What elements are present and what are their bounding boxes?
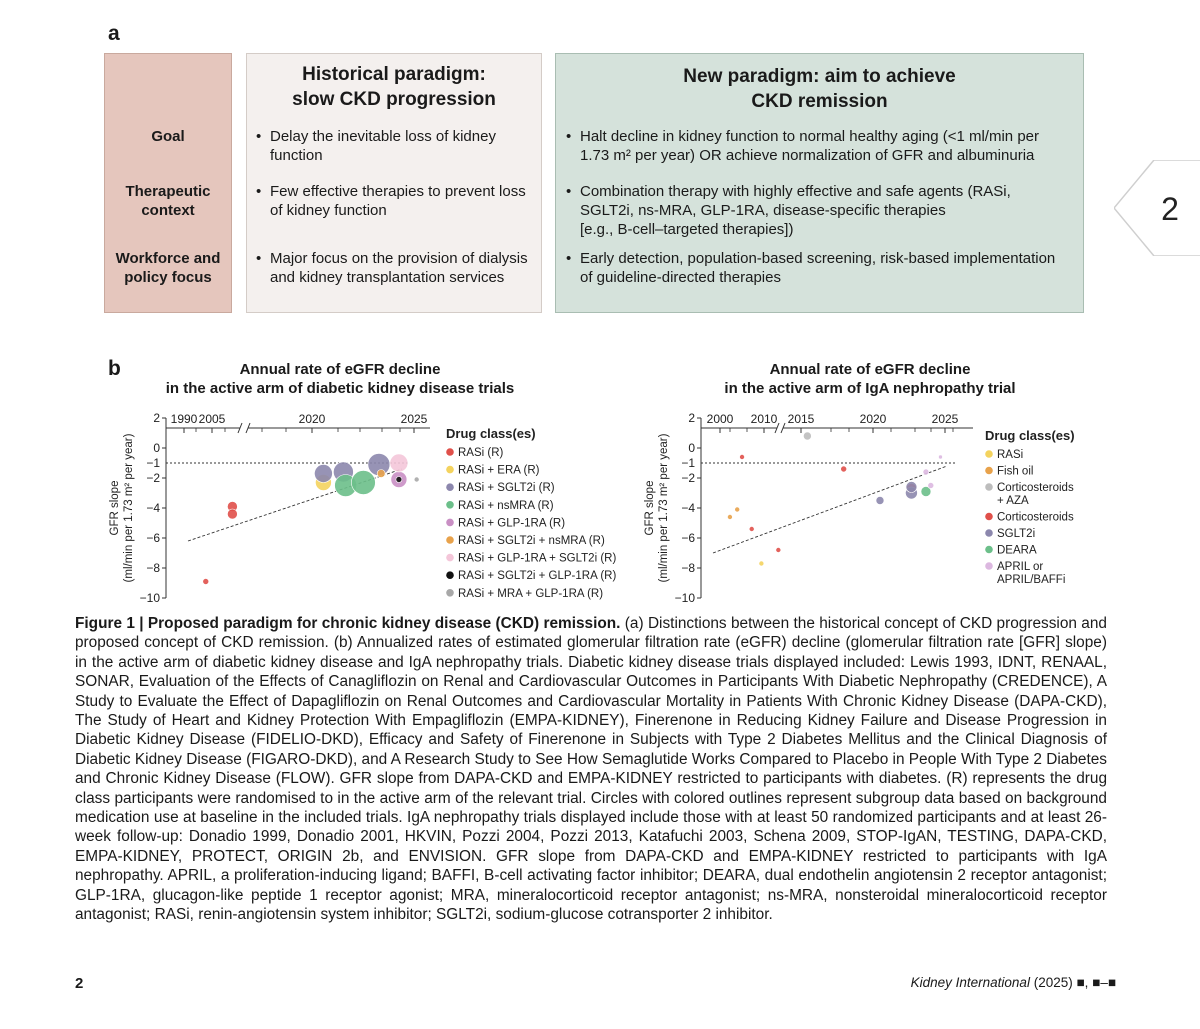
data-point xyxy=(314,465,332,483)
data-point xyxy=(396,477,402,483)
x-tick-label: 2000 xyxy=(706,412,734,426)
y-axis-label: GFR slope xyxy=(644,480,656,536)
legend-swatch xyxy=(446,483,454,491)
historical-header-line-1: Historical paradigm: xyxy=(302,64,486,85)
journal-year: (2025) xyxy=(1033,975,1073,990)
chart-title-line: Annual rate of eGFR decline xyxy=(239,361,441,378)
x-tick-label: 1990 xyxy=(170,412,198,426)
new-therapeutic-context xyxy=(566,182,1092,239)
legend-swatch xyxy=(985,450,993,458)
y-tick-label: −4 xyxy=(146,501,160,515)
caption-text: (a) Distinctions between the historical concept of CKD progression and proposed concept of CKD remission. (b) Annualized rates of estimated glomerular filtration rate (eGFR) decline (glomerular filtration rate [GFR] slope) in the active arm of diabetic kidney disease and IgA nephropathy trials. Diabetic kidney disease trials displayed included: Lewis 1993, IDNT, RENAAL, SONAR, Evaluation of the Effects of Canagliflozin on Renal and Cardiovascular Outcomes in Participants With Diabetic Nephropathy (CREDENCE), A Study to Evaluate the Effect of Dapagliflozin on Renal Outcomes and Cardiovascular Mortality in Patients With Chronic Kidney Disease (DAPA-CKD), The Study of Heart and Kidney Protection With Empagliflozin (EMPA-KIDNEY), Finerenone in Reducing Kidney Failure and Disease Progression in Diabetic Kidney Disease (FIDELIO-DKD), Efficacy and Safety of Finerenone in Subjects with Type 2 Diabetes Mellitus and the Clinical Diagnosis of Diabetic Kidney Disease (FIGARO-DKD), and A Research Study to See How Semaglutide Works Compared to Placebo in People With Type 2 Diabetes and Chronic Kidney Disease (FLOW). GFR slope from DAPA-CKD and EMPA-KIDNEY restricted to participants with diabetes. (R) represents the drug class participants were randomised to in the active arm of the relevant trial. Circles with colored outlines represent subgroup data based on background medication use at baseline in the included trials. IgA nephropathy trials displayed include those with at least 50 randomized participants and at least 26-week follow-up: Donadio 1999, Donadio 2001, HKVIN, Pozzi 2004, Pozzi 2013, Katafuchi 2003, Schena 2009, STOP-IgAN, TESTING, DAPA-CKD, EMPA-KIDNEY, PROTECT, ORIGIN 2b, and ENVISION. GFR slope from DAPA-CKD and EMPA-KIDNEY restricted to participants with IgA nephropathy. APRIL, a proliferation-inducing ligand; BAFFI, B-cell activating factor inhibitor; DEARA, dual endothelin angiotensin 2 receptor antagonist; GLP-1RA, glucagon-like peptide 1 receptor agonist; MRA, mineralocorticoid receptor antagonist; ns-MRA, nonsteroidal mineralocorticoid receptor antagonist; RASi, renin-angiotensin system inhibitor; SGLT2i, sodium-glucose cotransporter 2 inhibitor. xyxy=(75,615,1107,924)
y-tick-label-reference: −1 xyxy=(681,456,695,470)
figure-label: Figure 1 | Proposed paradigm for chronic kidney disease (CKD) remission. xyxy=(75,615,621,632)
data-point xyxy=(740,455,745,460)
legend-title: Drug class(es) xyxy=(985,428,1075,443)
historical-paradigm-header xyxy=(246,62,542,112)
historical-header-line-2: slow CKD progression xyxy=(292,89,496,110)
historical-therapeutic-context xyxy=(256,182,552,220)
figure-caption xyxy=(75,614,1107,925)
bullet-line: Delay the inevitable loss of kidney xyxy=(270,128,496,145)
bullet-line: function xyxy=(270,147,323,164)
legend-label: Fish oil xyxy=(997,465,1034,478)
journal-pages: ■, ■–■ xyxy=(1076,975,1116,990)
legend-swatch xyxy=(446,466,454,474)
legend-label: RASi + GLP-1RA (R) xyxy=(458,517,566,530)
legend-label: Corticosteroids xyxy=(997,511,1074,524)
legend-swatch xyxy=(985,467,993,475)
legend-swatch xyxy=(446,536,454,544)
historical-goal xyxy=(256,127,552,165)
y-tick-label: 0 xyxy=(688,441,695,455)
bullet-line: Combination therapy with highly effective and safe agents (RASi, xyxy=(580,183,1011,200)
legend-label: RASi + ERA (R) xyxy=(458,464,540,477)
bullet-line: [e.g., B-cell–targeted therapies]) xyxy=(580,221,794,238)
data-point xyxy=(938,455,942,459)
row-label-line: context xyxy=(141,202,195,219)
legend-title: Drug class(es) xyxy=(446,426,536,441)
x-tick-label: 2025 xyxy=(400,412,428,426)
row-label-goal xyxy=(104,127,232,146)
legend-swatch xyxy=(446,519,454,527)
row-label-line: Therapeutic xyxy=(125,183,211,200)
legend-label: RASi + SGLT2i + nsMRA (R) xyxy=(458,535,605,547)
y-axis-label: GFR slope xyxy=(109,480,121,536)
data-point xyxy=(749,527,754,532)
legend-label: + AZA xyxy=(997,495,1029,507)
legend-swatch xyxy=(985,529,993,537)
legend-swatch xyxy=(985,562,993,570)
y-tick-label: −6 xyxy=(681,531,695,545)
historical-workforce xyxy=(256,249,552,287)
bullet-line: Halt decline in kidney function to normal healthy aging (<1 ml/min per xyxy=(580,128,1039,145)
footer-page-number: 2 xyxy=(75,975,84,992)
y-tick-label: 2 xyxy=(153,411,160,425)
data-point xyxy=(841,466,847,472)
bullet-line: Few effective therapies to prevent loss xyxy=(270,183,526,200)
tab-number: 2 xyxy=(1161,191,1179,227)
y-axis-label: (ml/min per 1.73 m² per year) xyxy=(658,433,670,583)
y-tick-label: 0 xyxy=(153,441,160,455)
data-point xyxy=(803,432,811,440)
y-tick-label: −6 xyxy=(146,531,160,545)
data-point xyxy=(203,579,209,585)
legend-label: RASi + SGLT2i (R) xyxy=(458,482,555,495)
bullet-line: Early detection, population-based screening, risk-based implementation xyxy=(580,250,1056,267)
y-tick-label: −10 xyxy=(674,591,695,605)
bullet-line: of guideline-directed therapies xyxy=(580,269,781,286)
x-tick-label: 2020 xyxy=(859,412,887,426)
page-number-tab xyxy=(1114,160,1200,256)
x-tick-label: 2020 xyxy=(298,412,326,426)
data-point xyxy=(727,515,732,520)
bullet-line: of kidney function xyxy=(270,202,387,219)
bullet-line: and kidney transplantation services xyxy=(270,269,505,286)
x-tick-label: 2015 xyxy=(787,412,815,426)
panel-b-label: b xyxy=(108,357,121,380)
legend-label: APRIL or xyxy=(997,561,1044,573)
legend-label: RASi + SGLT2i + GLP-1RA (R) xyxy=(458,570,617,583)
data-point xyxy=(923,469,929,475)
footer-journal xyxy=(911,975,1116,990)
data-point xyxy=(759,561,764,566)
legend-label: RASi xyxy=(997,449,1024,461)
y-axis-label: (ml/min per 1.73 m² per year) xyxy=(123,433,135,583)
legend-label: DEARA xyxy=(997,544,1037,557)
y-tick-label: −2 xyxy=(146,471,160,485)
chart-title-line: Annual rate of eGFR decline xyxy=(769,361,971,378)
legend-label: SGLT2i xyxy=(997,528,1036,540)
trend-line xyxy=(713,466,947,553)
legend-swatch xyxy=(446,589,454,597)
chart-1-diabetic-kidney-disease xyxy=(100,404,640,608)
new-header-line-1: New paradigm: aim to achieve xyxy=(683,66,956,87)
legend-label: APRIL/BAFFi xyxy=(997,574,1066,586)
panel-a-label: a xyxy=(108,22,120,45)
y-tick-label-reference: −1 xyxy=(146,456,160,470)
legend-swatch xyxy=(446,554,454,562)
tab-shape xyxy=(1114,160,1200,256)
legend-swatch xyxy=(985,546,993,554)
journal-name: Kidney International xyxy=(910,975,1030,990)
data-point xyxy=(377,470,385,478)
data-point xyxy=(390,454,408,472)
y-tick-label: −8 xyxy=(681,561,695,575)
y-tick-label: 2 xyxy=(688,411,695,425)
row-label-workforce xyxy=(104,249,232,287)
legend-label: RASi + GLP-1RA + SGLT2i (R) xyxy=(458,552,617,565)
data-point xyxy=(351,471,375,495)
y-tick-label: −10 xyxy=(139,591,160,605)
chart-2-title xyxy=(660,360,1080,398)
chart-1-title xyxy=(140,360,540,398)
y-tick-label: −8 xyxy=(146,561,160,575)
row-label-therapeutic-context xyxy=(104,182,232,220)
legend-swatch xyxy=(446,448,454,456)
row-label-line: Workforce and xyxy=(115,250,221,267)
new-header-line-2: CKD remission xyxy=(751,91,888,112)
data-point xyxy=(928,483,934,489)
bullet-line: 1.73 m² per year) OR achieve normalization of GFR and albuminuria xyxy=(580,147,1035,164)
new-workforce xyxy=(566,249,1092,287)
legend-swatch xyxy=(446,571,454,579)
y-tick-label: −2 xyxy=(681,471,695,485)
chart-2-iga-nephropathy xyxy=(635,404,1085,608)
legend-label: RASi (R) xyxy=(458,447,504,459)
legend-label: RASi + nsMRA (R) xyxy=(458,499,554,512)
data-point xyxy=(227,509,237,519)
data-point xyxy=(776,548,781,553)
row-label-line: policy focus xyxy=(124,269,212,286)
legend-label: RASi + MRA + GLP-1RA (R) xyxy=(458,587,604,600)
bullet-line: SGLT2i, ns-MRA, GLP-1RA, disease-specific therapies xyxy=(580,202,946,219)
new-paradigm-header xyxy=(555,64,1084,114)
data-point xyxy=(876,497,884,505)
data-point xyxy=(906,482,917,493)
x-tick-label: 2005 xyxy=(198,412,226,426)
chart-title-line: in the active arm of IgA nephropathy trial xyxy=(724,380,1016,397)
legend-swatch xyxy=(985,483,993,491)
x-tick-label: 2025 xyxy=(931,412,959,426)
row-label-line: Goal xyxy=(151,128,185,145)
bullet-line: Major focus on the provision of dialysis xyxy=(270,250,528,267)
legend-label: Corticosteroids xyxy=(997,482,1074,494)
data-point xyxy=(414,477,419,482)
chart-title-line: in the active arm of diabetic kidney disease trials xyxy=(165,380,515,397)
data-point xyxy=(735,507,740,512)
y-tick-label: −4 xyxy=(681,501,695,515)
x-tick-label: 2010 xyxy=(750,412,778,426)
new-goal xyxy=(566,127,1092,165)
legend-swatch xyxy=(446,501,454,509)
legend-swatch xyxy=(985,513,993,521)
